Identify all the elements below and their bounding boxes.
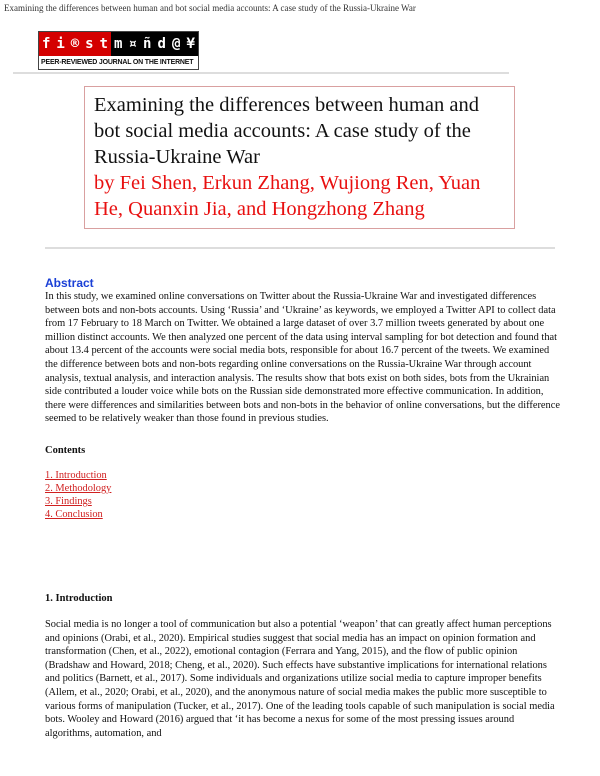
first-monday-logo[interactable] <box>38 31 199 70</box>
article-authors: by Fei Shen, Erkun Zhang, Wujiong Ren, Yuan He, Quanxin Jia, and Hongzhong Zhang <box>94 172 481 220</box>
logo-letter: ¤ <box>128 36 137 52</box>
table-of-contents <box>45 469 111 521</box>
logo-black-part <box>111 32 198 56</box>
toc-link-conclusion[interactable]: 4. Conclusion <box>45 509 103 520</box>
introduction-heading: 1. Introduction <box>45 593 113 604</box>
logo-letter: ® <box>70 36 80 52</box>
logo-letter: d <box>157 36 166 52</box>
logo-letter: ñ <box>143 36 152 52</box>
toc-link-methodology[interactable]: 2. Methodology <box>45 483 112 494</box>
toc-link-introduction[interactable]: 1. Introduction <box>45 470 107 481</box>
logo-letter: s <box>85 36 94 52</box>
divider <box>45 247 555 249</box>
toc-link-findings[interactable]: 3. Findings <box>45 496 92 507</box>
page-header: Examining the differences between human and bot social media accounts: A case study of the Russia-Ukraine War <box>4 3 416 13</box>
introduction-text: Social media is no longer a tool of communication but also a potential ‘weapon’ that can greatly affect human perceptions and opinions (Orabi, et al., 2020). Empirical studies suggest that social media has an impact on opinion formation and transformation (Chen, et al., 2022), emotional contagion (Ferrara and Yang, 2015), and the flow of public opinion (Bradshaw and Howard, 2018; Cheng, et al., 2020). Such effects have substantive implications for international relations and politics (Barnett, et al., 2017). Some individuals and organizations utilize social media to capture improper benefits (Allem, et al., 2020; Orabi, et al., 2020), and the anonymous nature of social media makes the public more susceptible to various forms of manipulation (Tucker, et al., 2017). One of the leading tools capable of such manipulation is social media bots. Wooley and Howard (2016) argued that ‘it has become a nexus for some of the most pressing issues around algorithms, automation, and <box>45 619 555 739</box>
logo-letter: m <box>114 36 123 52</box>
divider <box>13 72 509 74</box>
abstract-heading: Abstract <box>45 276 94 290</box>
article-title: Examining the differences between human and bot social media accounts: A case study of the Russia-Ukraine War <box>94 94 479 168</box>
logo-letter: @ <box>172 36 181 52</box>
contents-heading: Contents <box>45 445 86 456</box>
logo-letter: ¥ <box>186 36 195 52</box>
logo-letter: i <box>56 36 65 52</box>
logo-tagline: PEER-REVIEWED JOURNAL ON THE INTERNET <box>41 59 194 66</box>
logo-letter: f <box>41 36 51 52</box>
logo-letter: t <box>99 36 108 52</box>
article-title-box <box>84 86 515 229</box>
logo-red-part <box>39 32 111 56</box>
abstract-text: In this study, we examined online conversations on Twitter about the Russia-Ukraine War and investigated differences between bots and non-bots accounts. Using ‘Russia’ and ‘Ukraine’ as keywords, we employed a Twitter API to collect data from 17 February to 18 March on Twitter. We obtained a large dataset of over 3.7 million tweets generated by about one million distinct accounts. We then analyzed one percent of the data using interval sampling for bot detection and found that about 13.4 percent of the accounts were social media bots, responsible for about 16.7 percent of the tweets. We examined the difference between bots and non-bots regarding online conversations on the Russia-Ukraine War through account analysis, textual analysis, and interaction analysis. The results show that bots exist on both sides, bots from the Ukrainian side contributed a louder voice while bots on the Russian side demonstrated more effective communication. In addition, there were differences and similarities between bots and non-bots in the behavior of online conversations, but the difference seemed to be relatively weaker than those found in previous studies. <box>45 291 560 425</box>
